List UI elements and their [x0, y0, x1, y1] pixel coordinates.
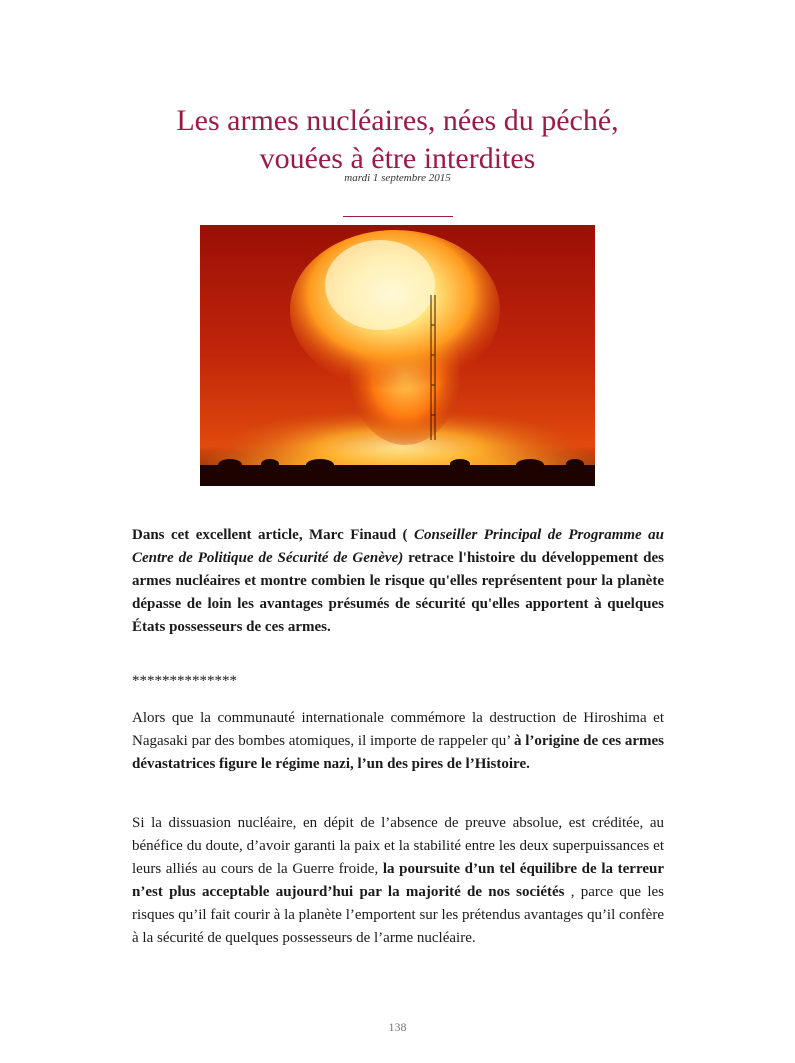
- article-date: mardi 1 septembre 2015: [344, 172, 451, 184]
- p2-text-1: Si la dissuasion nucléaire, en dépit de l’absence de preuve absolue, est créditée, au bénéfice du doute, d’avoir garanti la paix et la stabilité entre les deux superpuissances et leurs alliés au cours de la Guerre froide,: [132, 815, 664, 877]
- body-paragraph-2: [132, 812, 664, 950]
- author-role: Conseiller Principal de Programme au Centre de Politique de Sécurité de Genève): [132, 527, 664, 566]
- p2-text-2: , parce que les risques qu’il fait courir à la planète l’emportent sur les prétendus avantages qu’il confère à la sécurité de quelques possesseurs de l’arme nucléaire.: [132, 884, 664, 946]
- intro-text-2: retrace l'histoire du développement des armes nucléaires et montre combien le risque qu'elles représentent pour la planète dépasse de loin les avantages présumés de sécurité qu'elles apportent à quelques États possesseurs de ces armes.: [132, 550, 664, 635]
- body-paragraph-1: [132, 707, 664, 776]
- title-divider: [343, 216, 453, 217]
- section-separator: **************: [132, 673, 237, 689]
- title-line-2: vouées à être interdites: [259, 142, 536, 175]
- nuclear-explosion-image: [200, 225, 595, 486]
- article-title: [0, 102, 795, 178]
- page-number: 138: [388, 1020, 407, 1034]
- p1-bold: à l’origine de ces armes dévastatrices figure le régime nazi, l’un des pires de l’Histoire.: [132, 733, 664, 772]
- intro-text-1: Dans cet excellent article, Marc Finaud (: [132, 527, 414, 543]
- p2-bold: la poursuite d’un tel équilibre de la terreur n’est plus acceptable aujourd’hui par la majorité de nos sociétés: [132, 861, 664, 900]
- p1-text: Alors que la communauté internationale commémore la destruction de Hiroshima et Nagasaki par des bombes atomiques, il importe de rappeler qu’: [132, 710, 664, 749]
- title-line-1: Les armes nucléaires, nées du péché,: [176, 104, 619, 137]
- intro-paragraph: [132, 524, 664, 639]
